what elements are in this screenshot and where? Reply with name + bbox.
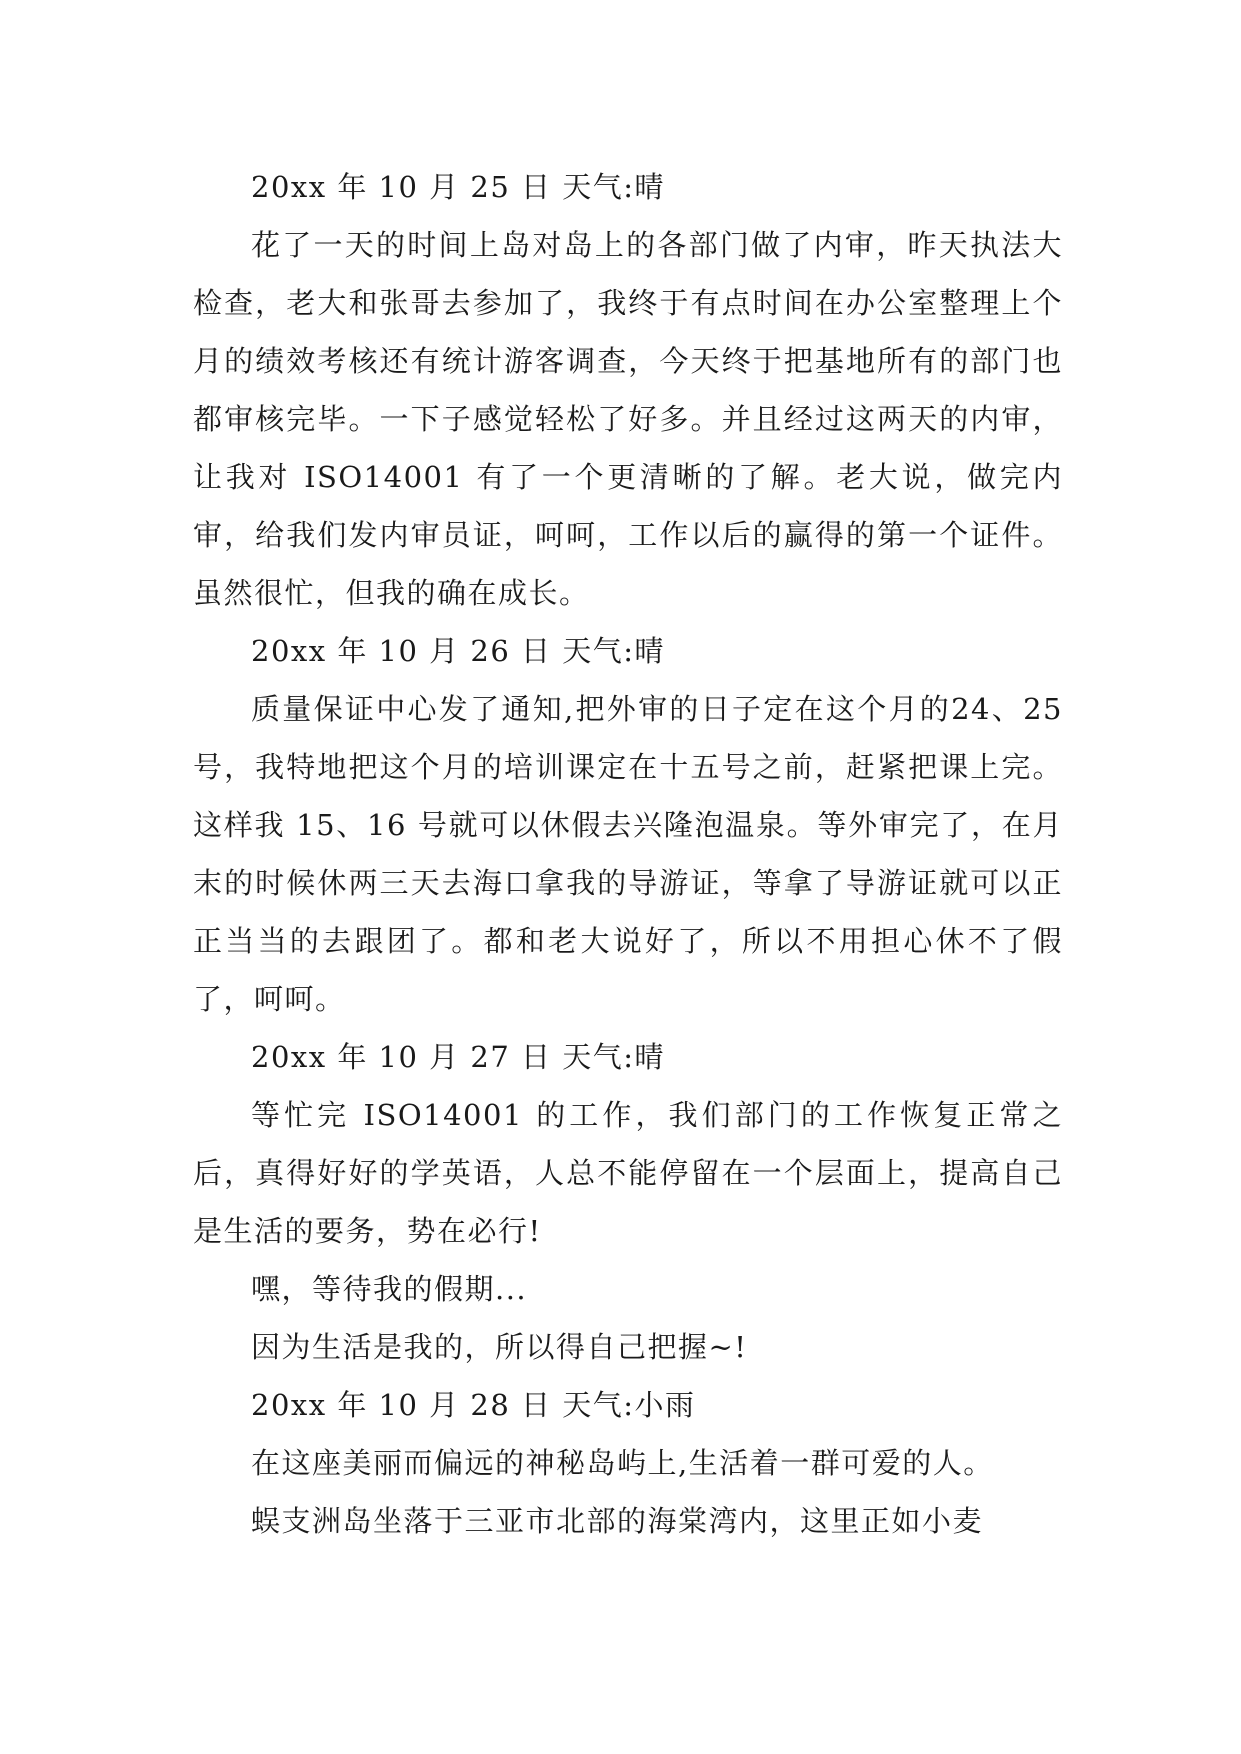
diary-paragraph: 等忙完 ISO14001 的工作，我们部门的工作恢复正常之后，真得好好的学英语，人总不能停留在一个层面上，提高自己是生活的要务，势在必行! (193, 1098, 1063, 1248)
diary-paragraph: 因为生活是我的，所以得自己把握~! (251, 1330, 748, 1364)
diary-date-oct-27: 20xx 年 10 月 27 日 天气:晴 (251, 1040, 665, 1074)
diary-paragraph: 花了一天的时间上岛对岛上的各部门做了内审，昨天执法大检查，老大和张哥去参加了，我终于有点时间在办公室整理上个月的绩效考核还有统计游客调查，今天终于把基地所有的部门也都审核完毕。一下子感觉轻松了好多。并且经过这两天的内审，让我对 ISO14001 有了一个更清晰的了解。老大说，做完内审，给我们发内审员证，呵呵，工作以后的赢得的第一个证件。虽然很忙，但我的确在成长。 (193, 228, 1063, 610)
document-body (193, 158, 1063, 1550)
diary-paragraph: 嘿，等待我的假期... (251, 1272, 528, 1306)
diary-date-oct-28: 20xx 年 10 月 28 日 天气:小雨 (251, 1388, 696, 1422)
diary-paragraph: 质量保证中心发了通知,把外审的日子定在这个月的24、25 号，我特地把这个月的培训课定在十五号之前，赶紧把课上完。这样我 15、16 号就可以休假去兴隆泡温泉。等外审完了，在月末的时候休两三天去海口拿我的导游证，等拿了导游证就可以正正当当的去跟团了。都和老大说好了，所以不用担心休不了假了，呵呵。 (193, 692, 1063, 1016)
diary-date-oct-25: 20xx 年 10 月 25 日 天气:晴 (251, 170, 665, 204)
diary-paragraph: 蜈支洲岛坐落于三亚市北部的海棠湾内，这里正如小麦 (251, 1504, 984, 1538)
diary-paragraph: 在这座美丽而偏远的神秘岛屿上,生活着一群可爱的人。 (251, 1446, 994, 1480)
diary-date-oct-26: 20xx 年 10 月 26 日 天气:晴 (251, 634, 665, 668)
